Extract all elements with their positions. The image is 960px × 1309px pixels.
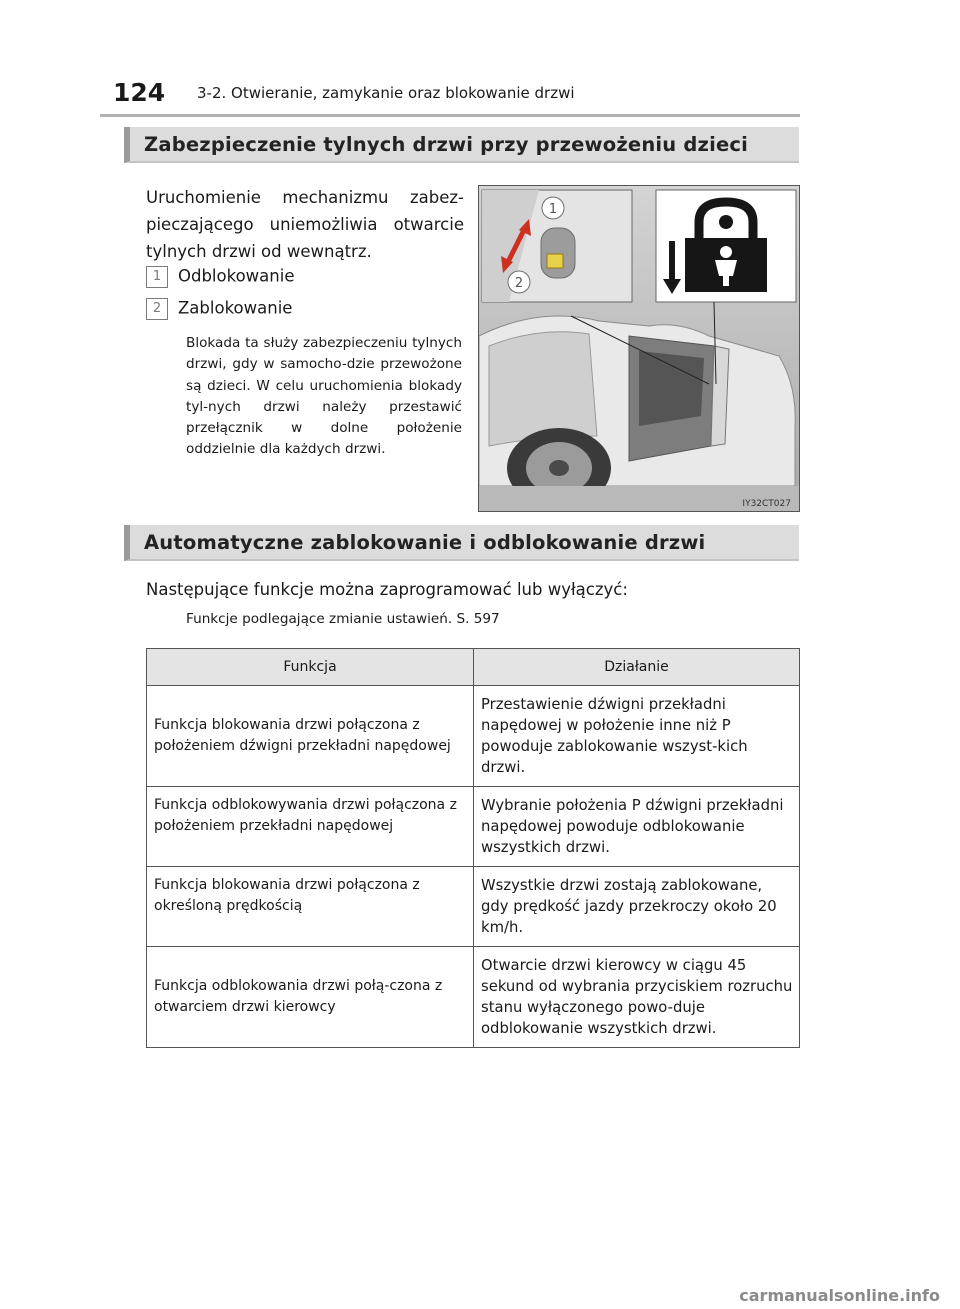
- lead-paragraph: Następujące funkcje można zaprogramować lub wyłączyć:: [146, 580, 628, 599]
- action-cell: Wybranie położenia P dźwigni przekładni napędowej powoduje odblokowanie wszystkich drzwi.: [474, 787, 800, 867]
- car-door-illustration: [479, 186, 799, 511]
- section-title: Automatyczne zablokowanie i odblokowanie drzwi: [144, 531, 706, 554]
- function-cell: Funkcja odblokowywania drzwi połączona z położeniem przekładni napędowej: [147, 787, 474, 867]
- intro-paragraph: Uruchomienie mechanizmu zabez-pieczającego uniemożliwia otwarcie tylnych drzwi od wewnątrz.: [146, 188, 464, 261]
- chapter-title: 3-2. Otwieranie, zamykanie oraz blokowanie drzwi: [197, 84, 575, 102]
- table-header-function: Funkcja: [147, 649, 474, 686]
- marker-2-badge: 2: [146, 298, 168, 320]
- list-item-lock: [146, 298, 292, 320]
- marker-1-badge: 1: [146, 266, 168, 288]
- note-paragraph: Blokada ta służy zabezpieczeniu tylnych drzwi, gdy w samocho-dzie przewożone są dzieci. W celu uruchomienia blokady tyl-nych drzwi należy przestawić przełącznik w dolne położenie oddzielnie dla każdych drzwi.: [186, 335, 462, 458]
- child-lock-illustration: [478, 185, 800, 512]
- page-number: 124: [113, 78, 166, 107]
- list-item-label: Zablokowanie: [178, 298, 293, 318]
- action-cell: Wszystkie drzwi zostają zablokowane, gdy prędkość jazdy przekroczy około 20 km/h.: [474, 867, 800, 947]
- table-row: [147, 867, 800, 947]
- figure-code: IY32CT027: [742, 499, 791, 509]
- list-item-label: Odblokowanie: [178, 266, 295, 286]
- reference-note: Funkcje podlegające zmianie ustawień. S. 597: [186, 611, 500, 627]
- callout-2: 2: [514, 276, 524, 291]
- section-heading-auto-lock: [124, 525, 799, 561]
- function-cell: Funkcja blokowania drzwi połączona z określoną prędkością: [147, 867, 474, 947]
- section-heading-child-lock: [124, 127, 799, 163]
- table-row: [147, 787, 800, 867]
- header-divider: [100, 114, 800, 117]
- function-cell: Funkcja blokowania drzwi połączona z położeniem dźwigni przekładni napędowej: [147, 686, 474, 787]
- watermark-text: carmanualsonline.info: [739, 1286, 940, 1305]
- function-cell: Funkcja odblokowania drzwi połą-czona z otwarciem drzwi kierowcy: [147, 947, 474, 1048]
- section-title: Zabezpieczenie tylnych drzwi przy przewożeniu dzieci: [144, 133, 749, 156]
- callout-1: 1: [548, 202, 558, 217]
- action-cell: Otwarcie drzwi kierowcy w ciągu 45 sekund od wybrania przyciskiem rozruchu stanu wyłączonego powo-duje odblokowanie wszystkich drzwi.: [474, 947, 800, 1048]
- action-cell: Przestawienie dźwigni przekładni napędowej w położenie inne niż P powoduje zablokowanie wszyst-kich drzwi.: [474, 686, 800, 787]
- list-item-unlock: [146, 266, 294, 288]
- table-header-action: Działanie: [474, 649, 800, 686]
- table-row: [147, 686, 800, 787]
- functions-table: [146, 648, 800, 1048]
- table-row: [147, 947, 800, 1048]
